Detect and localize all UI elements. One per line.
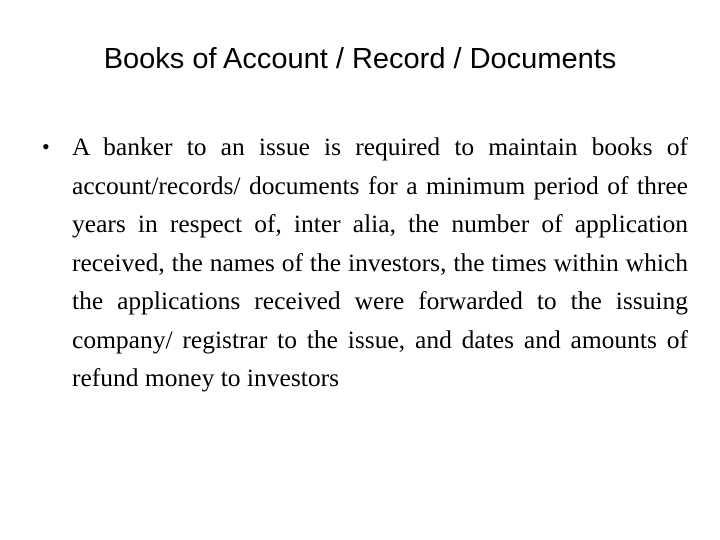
slide-body	[32, 128, 688, 398]
bullet-list	[32, 128, 688, 398]
list-item-text: A banker to an issue is required to maintain books of account/records/ documents for a minimum period of three years in respect of, inter alia, the number of application received, the names of the investors, the times within which the applications received were forwarded to the issuing company/ registrar to the issue, and dates and amounts of refund money to investors	[72, 132, 688, 392]
bullet-point-icon: •	[42, 134, 50, 159]
list-item	[32, 128, 688, 398]
page-title: Books of Account / Record / Documents	[103, 43, 617, 75]
